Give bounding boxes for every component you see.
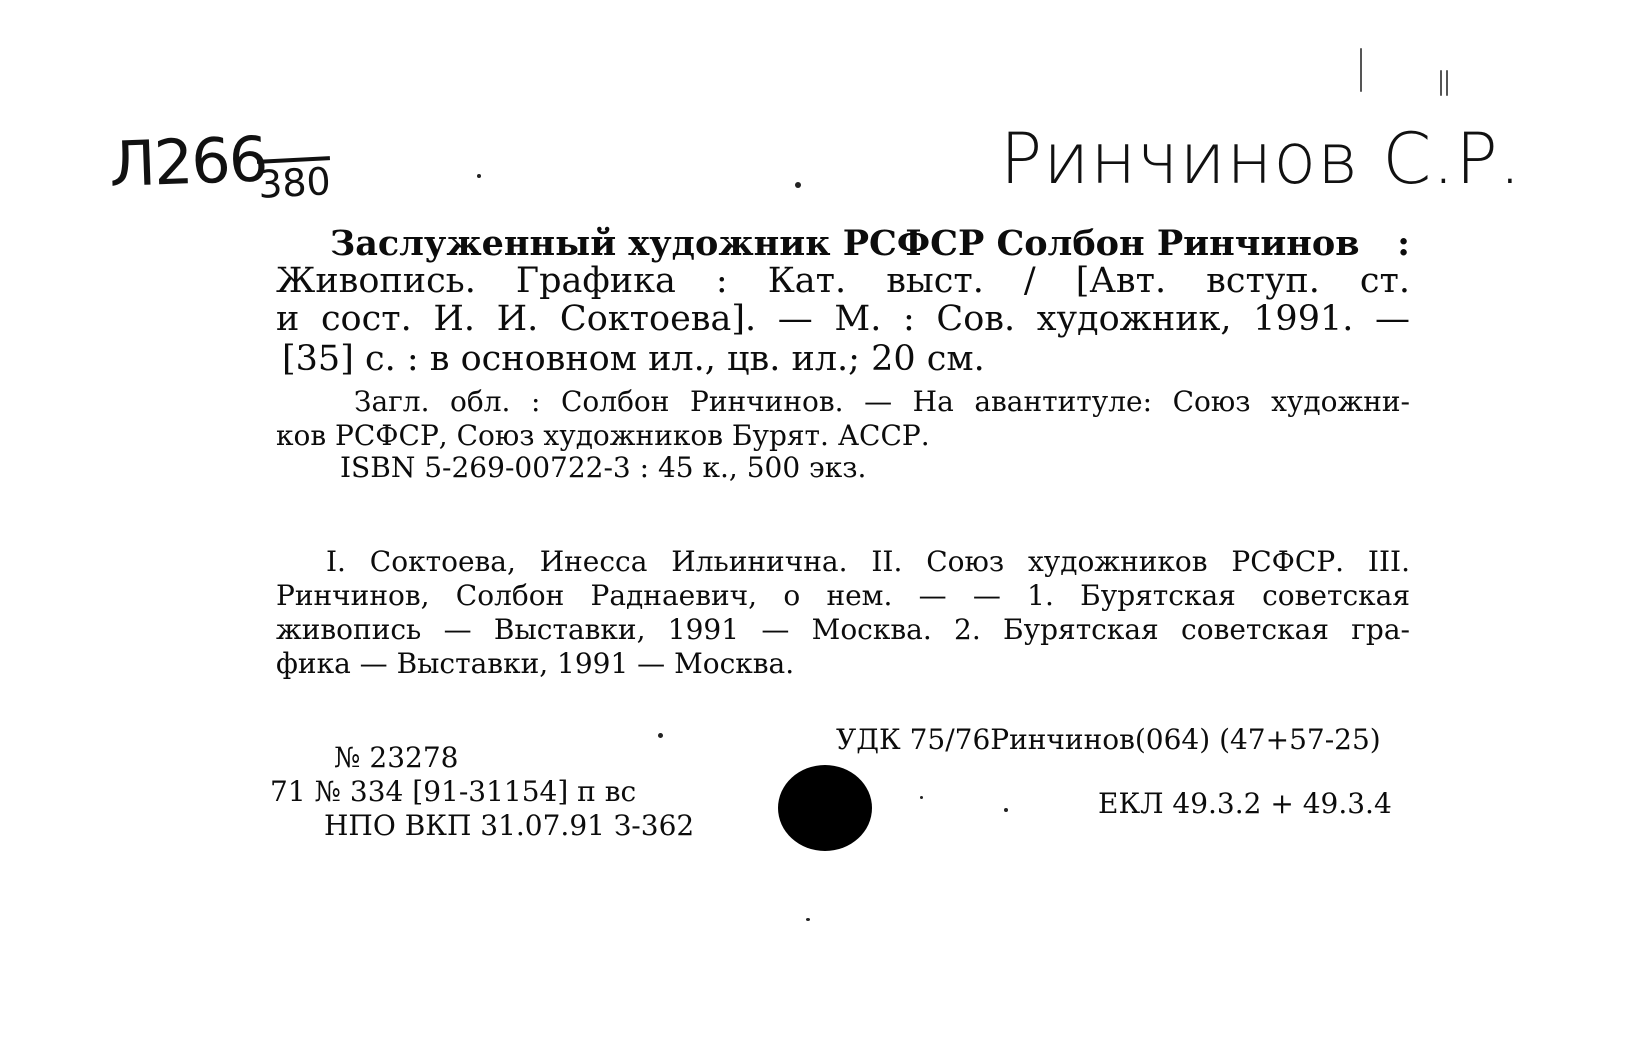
scan-speck [806,918,810,921]
notes-line-1: Загл. обл. : Солбон Ринчинов. — На авантитуле: Союз художни- [354,385,1410,418]
scan-mark [1446,70,1448,96]
subjects-line-1: I. Соктоева, Инесса Ильинична. II. Союз художников РСФСР. III. [326,545,1410,578]
title-line-4: [35] с. : в основном ил., цв. ил.; 20 см. [282,339,985,379]
notes-line-2: ков РСФСР, Союз художников Бурят. АССР. [276,419,930,452]
subjects-line-3: живопись — Выставки, 1991 — Москва. 2. Бурятская советская гра- [276,613,1410,646]
title-line-2: Живопись. Графика : Кат. выст. / [Авт. вступ. ст. [276,261,1410,301]
title-colon: : [1397,223,1410,264]
title-bold: Заслуженный художник РСФСР Солбон Ринчинов [330,223,1360,264]
scan-speck [795,182,801,188]
order-line: 71 № 334 [91-31154] п вс [270,775,637,808]
scan-speck [477,174,481,178]
shelf-code-handwritten: Л266 [108,122,268,201]
catalog-number: № 23278 [334,741,459,774]
ekl-code: ЕКЛ 49.3.2 + 49.3.4 [1098,787,1392,820]
scan-mark [1360,48,1362,92]
shelf-code-denominator-handwritten: 380 [257,156,332,204]
scan-mark [1440,70,1442,96]
scan-speck [920,796,923,799]
subjects-line-2: Ринчинов, Солбон Раднаевич, о нем. — — 1. Бурятская советская [276,579,1410,612]
scan-speck [658,733,663,738]
udk-code: УДК 75/76Ринчинов(064) (47+57-25) [836,723,1381,756]
author-handwritten: Ринчинов С.Р. [1000,118,1523,200]
subjects-line-4: фика — Выставки, 1991 — Москва. [276,647,795,680]
ink-blob [778,765,872,851]
scan-speck [1004,808,1008,812]
publisher-line: НПО ВКП 31.07.91 З-362 [324,809,695,842]
title-line-3: и сост. И. И. Соктоева]. — М. : Сов. художник, 1991. — [276,299,1410,339]
isbn: ISBN 5-269-00722-3 : 45 к., 500 экз. [340,451,867,484]
title-line-1 [330,223,1410,264]
